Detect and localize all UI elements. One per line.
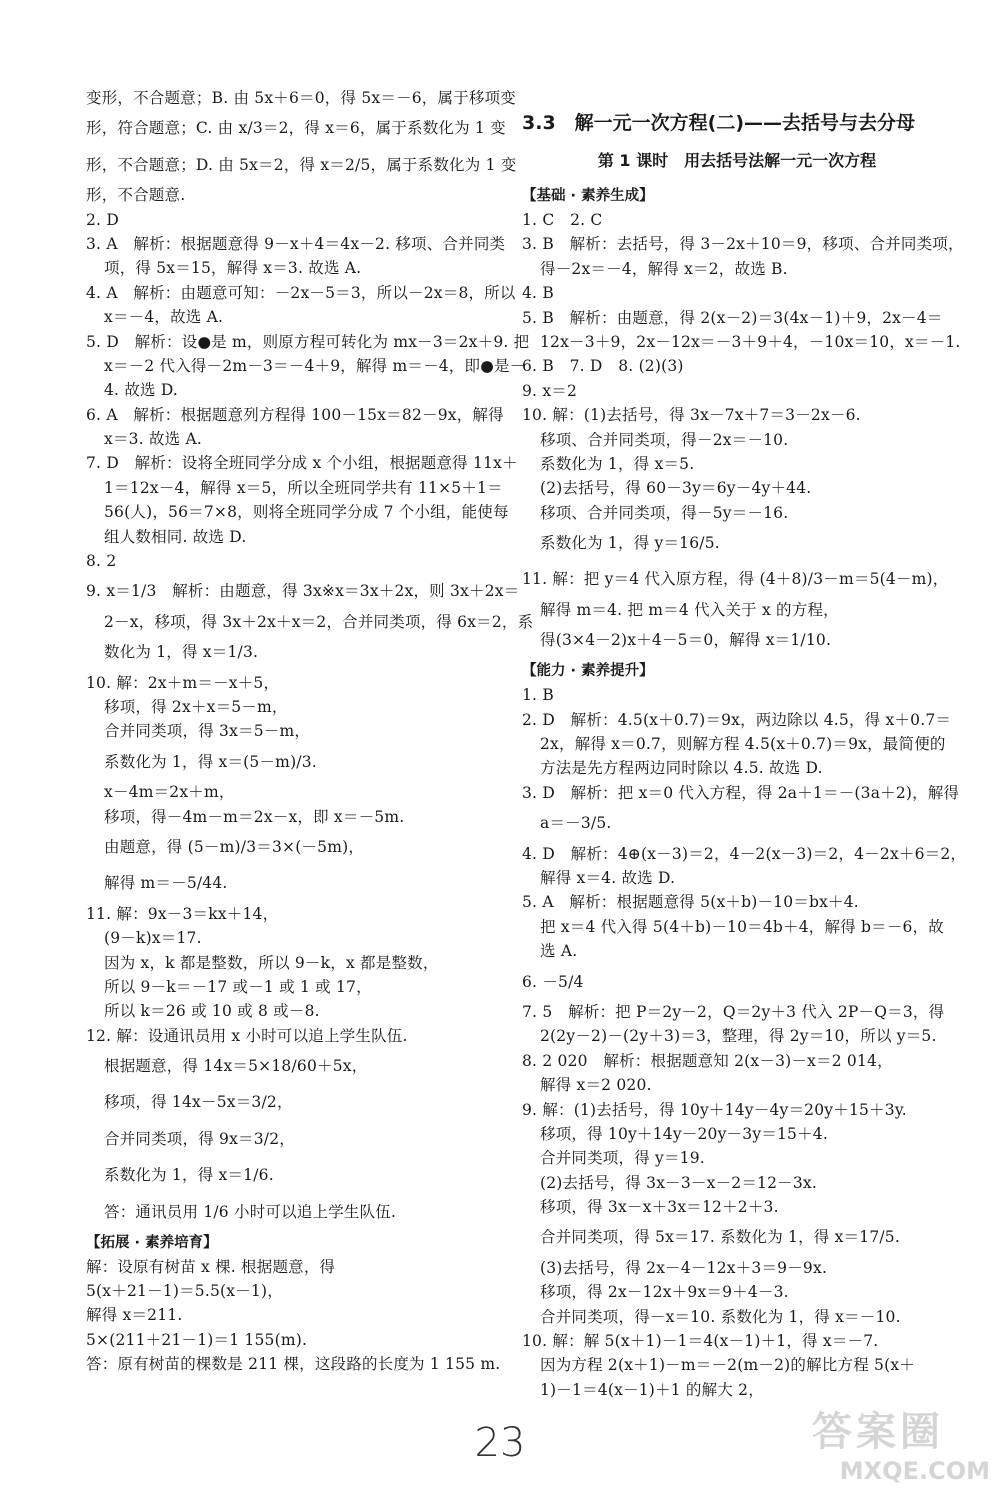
text-line: 解得 x＝211.: [86, 1306, 183, 1325]
text-line: 7. 5 解析：把 P＝2y－2，Q＝2y＋3 代入 2P－Q＝3，得: [522, 1002, 945, 1021]
text-line: 2－x，移项，得 3x＋2x＋x＝2，合并同类项，得 6x＝2，系: [104, 612, 534, 631]
text-line: 解得 x＝4. 故选 D.: [540, 868, 676, 887]
text-line: x＝－4，故选 A.: [104, 308, 224, 327]
text-line: 移项，得 3x－x＋3x＝12＋2＋3.: [540, 1198, 779, 1217]
text-line: 解得 m＝4. 把 m＝4 代入关于 x 的方程，: [540, 600, 839, 619]
text-line: 10. 解：2x＋m＝－x＋5，: [86, 673, 280, 692]
text-line: 项，得 5x＝15，解得 x＝3. 故选 A.: [104, 259, 362, 278]
text-line: 3. A 解析：根据题意得 9－x＋4＝4x－2. 移项、合并同类: [86, 234, 506, 253]
text-line: 10. 解：解 5(x＋1)－1＝4(x－1)＋1，得 x＝－7.: [522, 1332, 879, 1351]
text-line: 选 A.: [540, 942, 578, 961]
text-line: 合并同类项，得 5x＝17. 系数化为 1，得 x＝17/5.: [540, 1228, 900, 1247]
text-line: 形，符合题意；C. 由 x/3＝2，得 x＝6，属于系数化为 1 变: [86, 119, 506, 138]
page-number: 23: [474, 1420, 526, 1466]
section-title: 3.3 解一元一次方程(二)——去括号与去分母: [522, 112, 916, 134]
text-line: 2. D 解析：4.5(x＋0.7)＝9x，两边除以 4.5，得 x＋0.7＝: [522, 710, 952, 729]
text-line: (9－k)x＝17.: [104, 929, 202, 948]
text-line: 2. D: [86, 210, 119, 229]
text-line: 5(x＋21－1)＝5.5(x－1)，: [86, 1282, 283, 1301]
text-line: 答：通讯员用 1/6 小时可以追上学生队伍.: [104, 1202, 397, 1221]
text-line: 8. 2: [86, 552, 117, 571]
text-line: 合并同类项，得 9x＝3/2，: [104, 1129, 295, 1148]
text-line: (3)去括号，得 2x－4－12x＋3＝9－9x.: [540, 1258, 828, 1277]
text-line: 得－2x＝－4，解得 x＝2，故选 B.: [540, 259, 788, 278]
text-line: 4. B: [522, 284, 554, 303]
text-line: 11. 解：9x－3＝kx＋14，: [86, 904, 279, 923]
text-line: 所以 k＝26 或 10 或 8 或－8.: [104, 1002, 320, 1021]
text-line: 9. 解：(1)去括号，得 10y＋14y－4y＝20y＋15＋3y.: [522, 1100, 907, 1119]
text-line: 4. A 解析：由题意可知：－2x－5＝3，所以－2x＝8，所以: [86, 283, 516, 302]
text-line: 解得 m＝－5/44.: [104, 874, 228, 893]
text-line: 7. D 解析：设将全班同学分成 x 个小组，根据题意得 11x＋: [86, 454, 518, 473]
text-line: 3. D 解析：把 x＝0 代入方程，得 2a＋1＝－(3a＋2)，解得: [522, 783, 960, 802]
text-line: 12x－3＋9，2x－12x＝－3＋9＋4，－10x＝10，x＝－1.: [540, 332, 961, 351]
text-line: (2)去括号，得 60－3y＝6y－4y＋44.: [540, 479, 812, 498]
text-line: 合并同类项，得 y＝19.: [540, 1149, 705, 1168]
text-line: 3. B 解析：去括号，得 3－2x＋10＝9，移项、合并同类项，: [522, 235, 964, 254]
section-header: 【拓展 · 素养培育】: [86, 1234, 218, 1251]
text-line: 由题意，得 (5－m)/3＝3×(－5m)，: [104, 837, 365, 856]
text-line: 组人数相同. 故选 D.: [104, 527, 247, 546]
text-line: 系数化为 1，得 x＝1/6.: [104, 1166, 274, 1185]
text-line: 数化为 1，得 x＝1/3.: [104, 643, 259, 662]
text-line: 1. B: [522, 686, 554, 705]
text-line: 解得 x＝2 020.: [540, 1076, 652, 1095]
text-line: 6. A 解析：根据题意列方程得 100－15x＝82－9x，解得: [86, 405, 504, 424]
text-line: x＝3. 故选 A.: [104, 430, 203, 449]
text-line: 因为方程 2(x＋1)－m＝－2(m－2)的解比方程 5(x＋: [540, 1356, 915, 1375]
text-line: 1＝12x－4，解得 x＝5，所以全班同学共有 11×5＋1＝: [104, 478, 503, 497]
text-line: 2x，解得 x＝0.7，则解方程 4.5(x＋0.7)＝9x，最简便的: [540, 735, 946, 754]
text-line: a＝－3/5.: [540, 814, 612, 833]
text-line: 56(人)，56＝7×8，则将全班同学分成 7 个小组，能使每: [104, 503, 509, 522]
text-line: 系数化为 1，得 y＝16/5.: [540, 534, 720, 553]
text-line: 9. x＝2: [522, 381, 578, 400]
text-line: 移项，得 2x－12x＋9x＝9＋4－3.: [540, 1283, 789, 1302]
text-line: 11. 解：把 y＝4 代入原方程，得 (4＋8)/3－m＝5(4－m)，: [522, 570, 949, 589]
text-line: 解：设原有树苗 x 棵. 根据题意，得: [86, 1257, 336, 1276]
text-line: 5. A 解析：根据题意得 5(x＋b)－10＝bx＋4.: [522, 893, 859, 912]
watermark-logo: [812, 1400, 990, 1485]
text-line: 移项、合并同类项，得－2x＝－10.: [540, 430, 789, 449]
text-line: 把 x＝4 代入得 5(4＋b)－10＝4b＋4，解得 b＝－6，故: [540, 917, 945, 936]
text-line: 方法是先方程两边同时除以 4.5. 故选 D.: [540, 759, 823, 778]
lesson-title: 第 1 课时 用去括号法解一元一次方程: [597, 151, 877, 170]
text-line: 1)－1＝4(x－1)＋1 的解大 2，: [540, 1380, 764, 1399]
text-line: x＝－2 代入得－2m－3＝－4＋9，解得 m＝－4，即●是－: [104, 356, 526, 375]
text-line: 1. C 2. C: [522, 211, 603, 229]
text-line: 根据题意，得 14x＝5×18/60＋5x，: [104, 1057, 368, 1076]
text-line: (2)去括号，得 3x－3－x－2＝12－3x.: [540, 1173, 818, 1192]
left-column: [86, 88, 534, 1379]
text-line: 5. B 解析：由题意，得 2(x－2)＝3(4x－1)＋9，2x－4＝: [522, 308, 943, 327]
text-line: 系数化为 1，得 x＝(5－m)/3.: [104, 752, 317, 771]
right-column: [522, 88, 967, 1404]
text-line: 6. －5/4: [522, 972, 584, 991]
text-line: 形，不合题意；D. 由 5x＝2，得 x＝2/5，属于系数化为 1 变: [86, 155, 517, 174]
text-line: 4. 故选 D.: [104, 381, 179, 400]
text-line: 5×(211＋21－1)＝1 155(m).: [86, 1330, 308, 1349]
text-line: 因为 x，k 都是整数，所以 9－k，x 都是整数，: [104, 953, 439, 972]
text-line: 移项，得 2x＋x＝5－m，: [104, 697, 288, 716]
text-line: 变形，不合题意；B. 由 5x＋6＝0，得 5x＝－6，属于移项变: [86, 89, 516, 107]
text-line: 9. x＝1/3 解析：由题意，得 3x※x＝3x＋2x，则 3x＋2x＝: [86, 582, 520, 601]
text-line: 2(2y－2)－(2y＋3)＝3，整理，得 2y＝10，所以 y＝5.: [540, 1027, 937, 1046]
text-line: 答：原有树苗的棵数是 211 棵，这段路的长度为 1 155 m.: [86, 1355, 501, 1374]
section-header: 【基础 · 素养生成】: [522, 188, 654, 204]
text-line: 10. 解：(1)去括号，得 3x－7x＋7＝3－2x－6.: [522, 406, 861, 425]
text-line: 系数化为 1，得 x＝5.: [540, 454, 695, 473]
text-line: 4. D 解析：4⊕(x－3)＝2，4－2(x－3)＝2，4－2x＋6＝2，: [522, 844, 967, 863]
text-line: 5. D 解析：设●是 m，则原方程可转化为 mx－3＝2x＋9. 把: [86, 332, 530, 351]
text-line: 所以 9－k＝－17 或－1 或 1 或 17，: [104, 977, 372, 996]
text-line: 合并同类项，得－x＝10. 系数化为 1，得 x＝－10.: [540, 1307, 901, 1326]
text-line: 得(3×4－2)x＋4－5＝0，解得 x＝1/10.: [540, 631, 832, 650]
text-line: 移项，得 10y＋14y－20y－3y＝15＋4.: [540, 1124, 828, 1143]
section-header: 【能力 · 素养提升】: [522, 663, 654, 680]
text-line: 8. 2 020 解析：根据题意知 2(x－3)－x＝2 014，: [522, 1051, 893, 1070]
text-line: x－4m＝2x＋m，: [104, 783, 235, 802]
text-line: 移项，得－4m－m＝2x－x，即 x＝－5m.: [104, 807, 405, 826]
text-line: 形，不合题意.: [86, 186, 186, 205]
text-line: 6. B 7. D 8. (2)(3): [522, 357, 684, 376]
text-line: 12. 解：设通讯员用 x 小时可以追上学生队伍.: [86, 1026, 408, 1045]
text-line: 移项、合并同类项，得－5y＝－16.: [540, 503, 789, 522]
watermark-url: MXQE.COM: [839, 1457, 990, 1485]
text-line: 移项，得 14x－5x＝3/2，: [104, 1093, 293, 1112]
text-line: 合并同类项，得 3x＝5－m，: [104, 722, 311, 741]
watermark-text: 答案圈: [812, 1409, 944, 1455]
